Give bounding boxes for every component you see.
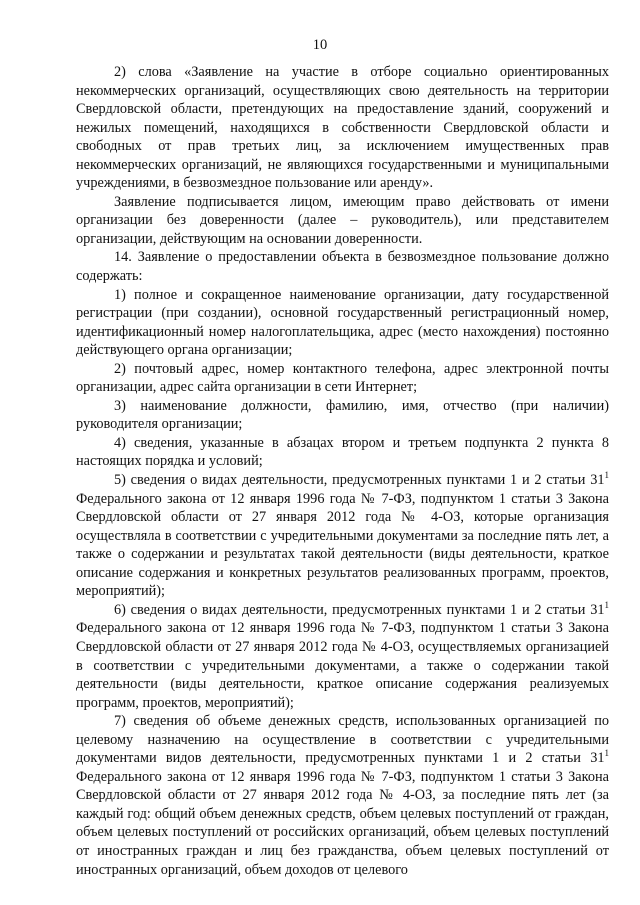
superscript: 1 bbox=[604, 470, 609, 481]
paragraph: 7) сведения об объеме денежных средств, использованных организацией по целевому назначению на осуществление в соответствии с учредительными документами видов деятельности, предусмотренных пунктами 1 и 2 статьи $31^1$ Федерального закона от 12 января 1996 года № 7-ФЗ, подпунктом 1 статьи 3 Закона Свердловской области от 27 января 2012 года № 4-ОЗ, за последние пять лет (за каждый год: общий объем денежных средств, объем целевых поступлений от граждан, объем целевых поступлений от российских организаций, объем целевых поступлений от иностранных граждан и лиц без гражданства, объем целевых поступлений от иностранных организаций, объем доходов от целевого bbox=[76, 713, 609, 878]
document-body bbox=[76, 63, 609, 879]
paragraph: 1) полное и сокращенное наименование организации, дату государственной регистрации (при создании), основной государственный регистрационный номер, идентификационный номер налогоплательщика, адрес (место нахождения) постоянно действующего органа организации; bbox=[76, 286, 609, 359]
paragraph: 14. Заявление о предоставлении объекта в безвозмездное пользование должно содержать: bbox=[76, 249, 609, 285]
paragraph: 3) наименование должности, фамилию, имя, отчество (при наличии) руководителя организации; bbox=[76, 397, 609, 433]
paragraph: 4) сведения, указанные в абзацах втором и третьем подпункта 2 пункта 8 настоящих порядка и условий; bbox=[76, 434, 609, 470]
paragraph: 6) сведения о видах деятельности, предусмотренных пунктами 1 и 2 статьи $31^1$ Федерального закона от 12 января 1996 года № 7-ФЗ, подпунктом 1 статьи 3 Закона Свердловской области от 27 января 2012 года № 4-ОЗ, осуществляемых организацией в соответствии с учредительными документами, а также о содержании такой деятельности (виды деятельности, краткое описание содержания реализуемых программ, проектов, мероприятий); bbox=[76, 600, 609, 711]
superscript: 1 bbox=[604, 748, 609, 759]
paragraph: Заявление подписывается лицом, имеющим право действовать от имени организации без доверенности (далее – руководитель), или представителем организации, действующим на основании доверенности. bbox=[76, 193, 609, 247]
paragraph: 2) почтовый адрес, номер контактного телефона, адрес электронной почты организации, адрес сайта организации в сети Интернет; bbox=[76, 360, 609, 396]
superscript: 1 bbox=[604, 600, 609, 611]
paragraph: 5) сведения о видах деятельности, предусмотренных пунктами 1 и 2 статьи $31^1$ Федерального закона от 12 января 1996 года № 7-ФЗ, подпунктом 1 статьи 3 Закона Свердловской области от 27 января 2012 года № 4-ОЗ, которые организация осуществляла в соответствии с учредительными документами за последние пять лет, а также о содержании и результатах такой деятельности (виды деятельности, краткое описание содержания и конкретных результатов реализованных программ, проектов, мероприятий); bbox=[76, 470, 609, 600]
paragraph: 2) слова «Заявление на участие в отборе социально ориентированных некоммерческих организаций, осуществляющих свою деятельность на территории Свердловской области, претендующих на предоставление зданий, сооружений и нежилых помещений, находящихся в собственности Свердловской области и свободных от прав третьих лиц, за исключением имущественных прав некоммерческих организаций, не являющихся государственными и муниципальными учреждениями, в безвозмездное пользование или аренду». bbox=[76, 64, 609, 192]
page-number: 10 bbox=[312, 37, 328, 53]
